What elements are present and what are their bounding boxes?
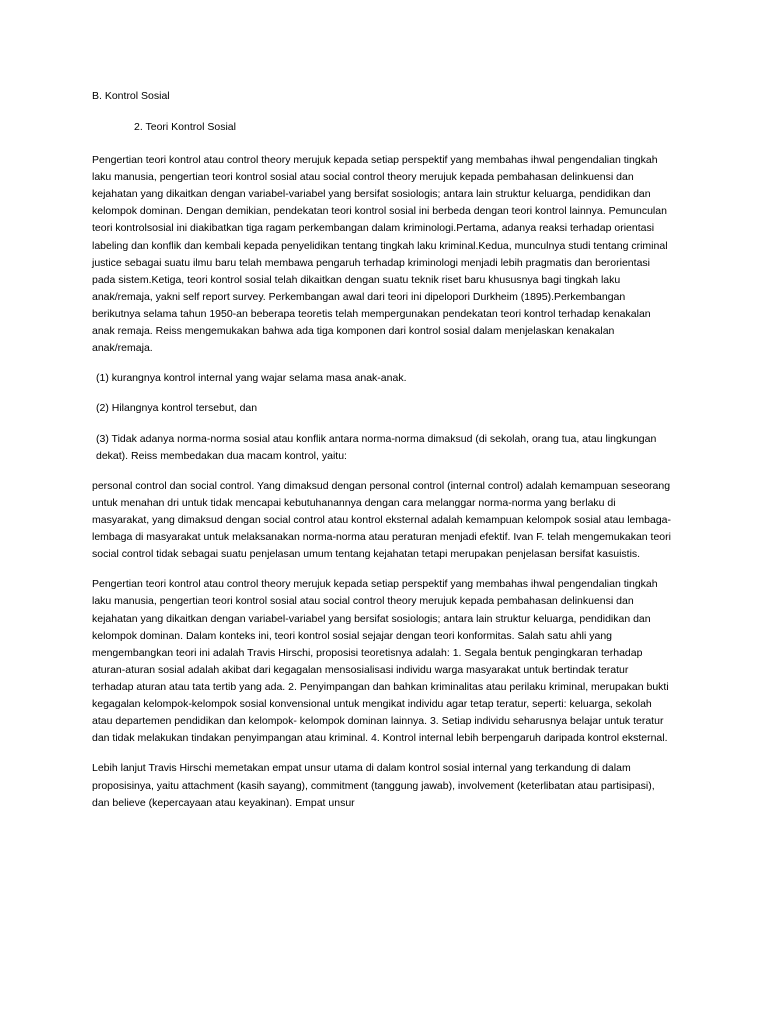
paragraph-6: Pengertian teori kontrol atau control theory merujuk kepada setiap perspektif yang membahas ihwal pengendalian tingkah laku manusia, pengertian teori kontrol sosial atau social control theory merujuk kepada pembahasan delinkuensi dan kejahatan yang dikaitkan dengan variabel-variabel yang bersifat sosiologis; antara lain struktur keluarga, pendidikan dan kelompok dominan. Dalam konteks ini, teori kontrol sosial sejajar dengan teori konformitas. Salah satu ahli yang mengembangkan teori ini adalah Travis Hirschi, proposisi teoretisnya adalah: 1. Segala bentuk pengingkaran terhadap aturan-aturan sosial adalah akibat dari kegagalan mensosialisasi individu warga masyarakat untuk bertindak teratur terhadap aturan atau tata tertib yang ada. 2. Penyimpangan dan bahkan kriminalitas atau perilaku kriminal, merupakan bukti kegagalan kelompok-kelompok sosial konvensional untuk mengikat individu agar tetap teratur, seperti: keluarga, sekolah atau departemen pendidikan dan kelompok- kelompok dominan lainnya. 3. Setiap individu seharusnya belajar untuk teratur dan tidak melakukan tindakan penyimpangan atau kriminal. 4. Kontrol internal lebih berpengaruh daripada kontrol eksternal.: [92, 578, 669, 745]
paragraph-2: (1) kurangnya kontrol internal yang wajar selama masa anak-anak.: [96, 372, 407, 385]
paragraph-7: Lebih lanjut Travis Hirschi memetakan empat unsur utama di dalam kontrol sosial internal yang terkandung di dalam proposisinya, yaitu attachment (kasih sayang), commitment (tanggung jawab), involvement (keterlibatan atau partisipasi), dan believe (kepercayaan atau keyakinan). Empat unsur: [92, 762, 655, 809]
document-body: [92, 88, 672, 812]
section-heading: B. Kontrol Sosial: [92, 90, 170, 102]
paragraph-4: (3) Tidak adanya norma-norma sosial atau konflik antara norma-norma dimaksud (di sekolah, orang tua, atau lingkungan dekat). Reiss membedakan dua macam kontrol, yaitu:: [96, 432, 657, 462]
paragraph-3: (2) Hilangnya kontrol tersebut, dan: [96, 402, 258, 415]
subsection-heading: 2. Teori Kontrol Sosial: [134, 121, 236, 133]
paragraph-5: personal control dan social control. Yang dimaksud dengan personal control (internal control) adalah kemampuan seseorang untuk menahan dri untuk tidak mencapai kebutuhanannya dengan cara melanggar norma-norma yang berlaku di masyarakat, yang dimaksud dengan social control atau kontrol eksternal adalah kemampuan kelompok sosial atau lembaga-lembaga di masyarakat untuk melaksanakan norma-norma atau peraturan menjadi efektif. Ivan F. telah mengemukakan teori social control tidak sebagai suatu penjelasan umum tentang kejahatan tetapi merupakan penjelasan bersifat kasuistis.: [92, 479, 671, 561]
paragraph-1: Pengertian teori kontrol atau control theory merujuk kepada setiap perspektif yang membahas ihwal pengendalian tingkah laku manusia, pengertian teori kontrol sosial atau social control theory merujuk kepada pembahasan delinkuensi dan kejahatan yang dikaitkan dengan variabel-variabel yang bersifat sosiologis; antara lain struktur keluarga, pendidikan dan kelompok dominan. Dengan demikian, pendekatan teori kontrol sosial ini berbeda dengan teori kontrol lainnya. Pemunculan teori kontrolsosial ini diakibatkan tiga ragam perkembangan dalam kriminologi.Pertama, adanya reaksi terhadap orientasi labeling dan konflik dan kembali kepada penyelidikan tentang tingkah laku kriminal.Kedua, munculnya studi tentang criminal justice sebagai suatu ilmu baru telah membawa pengaruh terhadap kriminologi menjadi lebih pragmatis dan berorientasi pada sistem.Ketiga, teori kontrol sosial telah dikaitkan dengan suatu teknik riset baru khususnya bagi tingkah laku anak/remaja, yakni self report survey. Perkembangan awal dari teori ini dipelopori Durkheim (1895).Perkembangan berikutnya selama tahun 1950-an beberapa teoretis telah mempergunakan pendekatan teori kontrol terhadap kenakalan anak remaja. Reiss mengemukakan bahwa ada tiga komponen dari kontrol sosial dalam menjelaskan kenakalan anak/remaja.: [92, 154, 668, 355]
